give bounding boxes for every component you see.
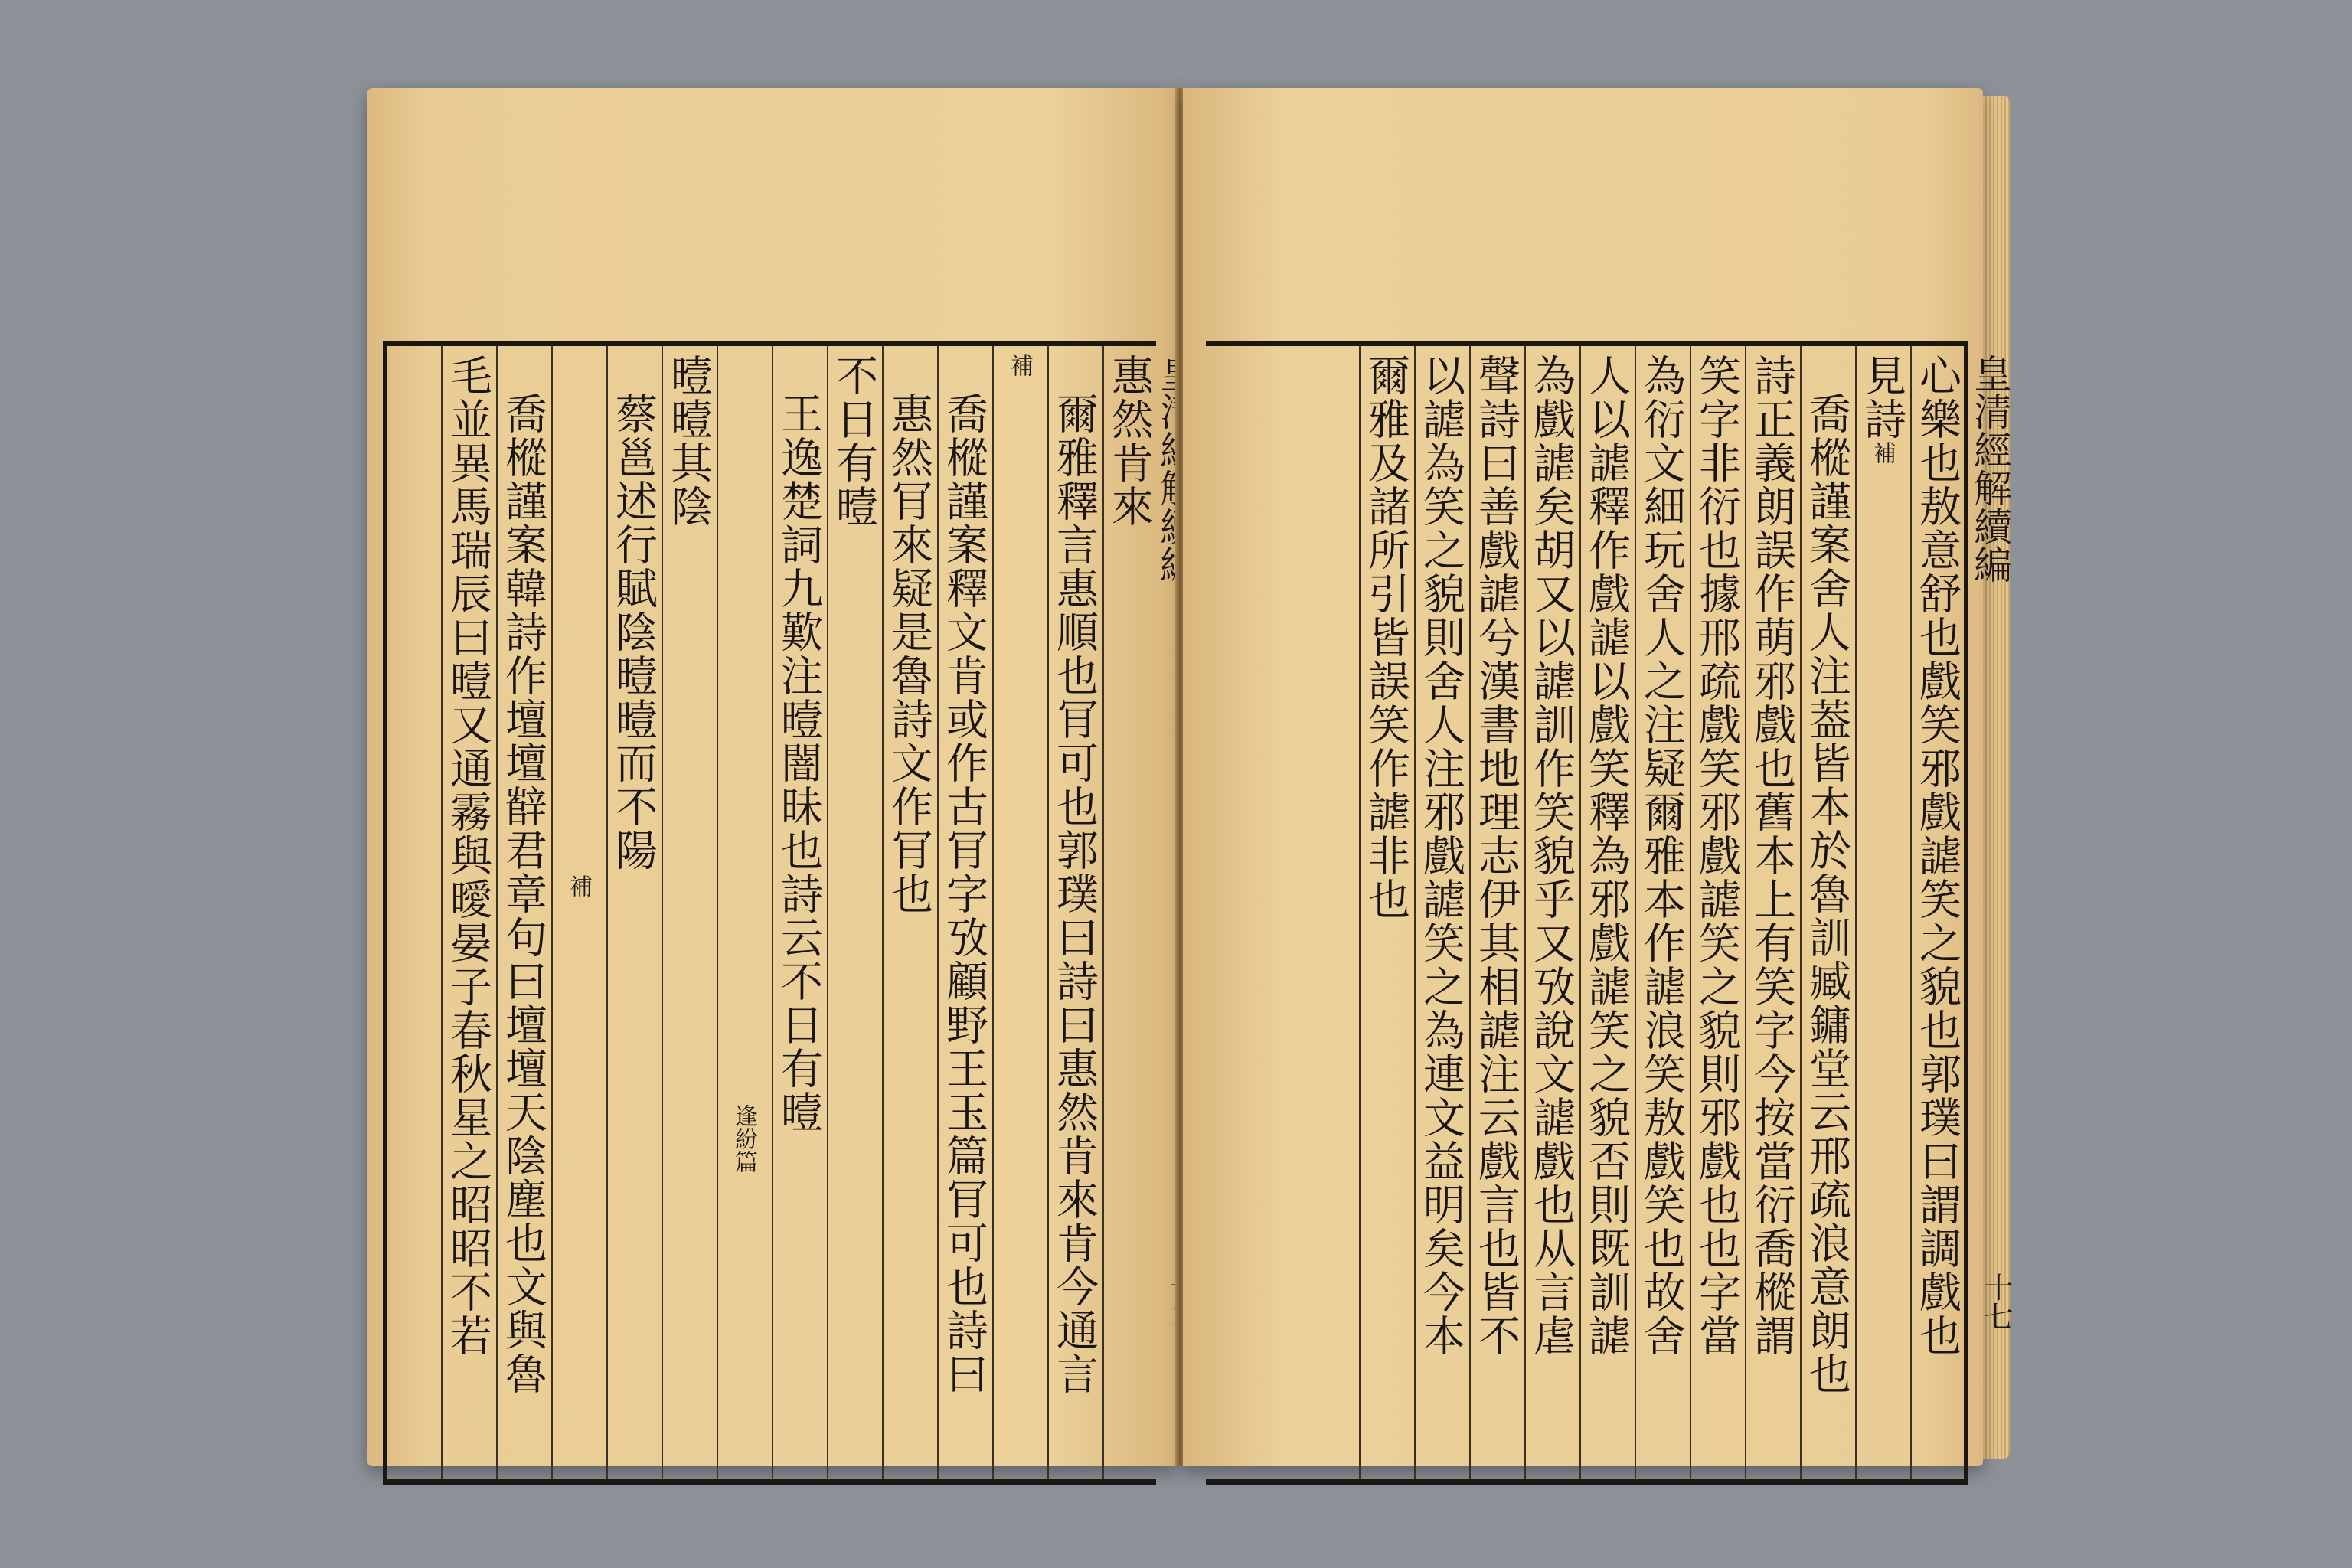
left-col-2: 爾雅釋言惠順也肎可也郭璞曰詩曰惠然肯來肯今通言 [1047, 346, 1101, 1479]
right-col-12 [1304, 346, 1357, 1479]
right-page [1183, 88, 2013, 1466]
left-col-9: 曀曀其陰 [662, 346, 715, 1479]
right-col-3: 喬樅謹案舍人注葢皆本於魯訓臧鏞堂云邢疏浪意朗也 [1800, 346, 1854, 1479]
right-col-7: 人以謔釋作戲謔以戲笑釋為邪戲謔笑之貌否則既訓謔 [1579, 346, 1633, 1479]
left-col-4: 喬樅謹案釋文肯或作古肎字攷顧野王玉篇肎可也詩曰 [937, 346, 991, 1479]
right-col-10: 以謔為笑之貌則舍人注邪戲謔笑之為連文益明矣今本 [1414, 346, 1468, 1479]
open-book [352, 77, 2021, 1478]
left-col-6: 不日有曀 [827, 346, 880, 1479]
right-col-11: 爾雅及諸所引皆誤笑作謔非也 [1359, 346, 1413, 1479]
left-page [368, 88, 1175, 1466]
left-col-12: 喬樅謹案韓詩作壇壇辥君章句曰壇壇天陰塵也文與魯 [496, 346, 550, 1479]
right-col-5: 笑字非衍也據邢疏戲笑邪戲謔笑之貌則邪戲也也字當 [1690, 346, 1743, 1479]
left-text-frame [383, 341, 1156, 1485]
right-col-9: 聲詩曰善戲謔兮漢書地理志伊其相謔注云戲言也皆不 [1469, 346, 1523, 1479]
left-col-3: 補 [992, 346, 1046, 1479]
right-col-6: 為衍文細玩舍人之注疑爾雅本作謔浪笑敖戲笑也故舍 [1635, 346, 1688, 1479]
left-col-11: 補 [551, 346, 605, 1479]
right-folio: 十七 [1979, 1272, 2013, 1331]
right-margin-title: 皇清經解續編 [1968, 354, 2012, 583]
right-col-1: 心樂也敖意舒也戲笑邪戲謔笑之貌也郭璞曰謂調戲也 [1910, 346, 1964, 1479]
right-col-2: 見詩補 [1855, 346, 1909, 1479]
left-col-13: 毛並異馬瑞辰曰曀又通霧與曖晏子春秋星之昭昭不若 [441, 346, 495, 1479]
right-col-4: 詩正義朗誤作萌邪戲也舊本上有笑字今按當衍喬樅謂 [1745, 346, 1798, 1479]
left-col-8: 逢紛篇 [717, 346, 770, 1479]
left-col-1: 惠然肯來 [1102, 346, 1156, 1479]
left-col-7: 王逸楚詞九歎注曀闇昧也詩云不日有曀 [772, 346, 825, 1479]
left-col-10: 蔡邕述行賦陰曀曀而不陽 [606, 346, 660, 1479]
left-col-5: 惠然肎來疑是魯詩文作肎也 [882, 346, 936, 1479]
right-text-frame [1206, 341, 2013, 1485]
right-col-8: 為戲謔矣胡又以謔訓作笑貌乎又攷說文謔戲也从言虐 [1524, 346, 1578, 1479]
